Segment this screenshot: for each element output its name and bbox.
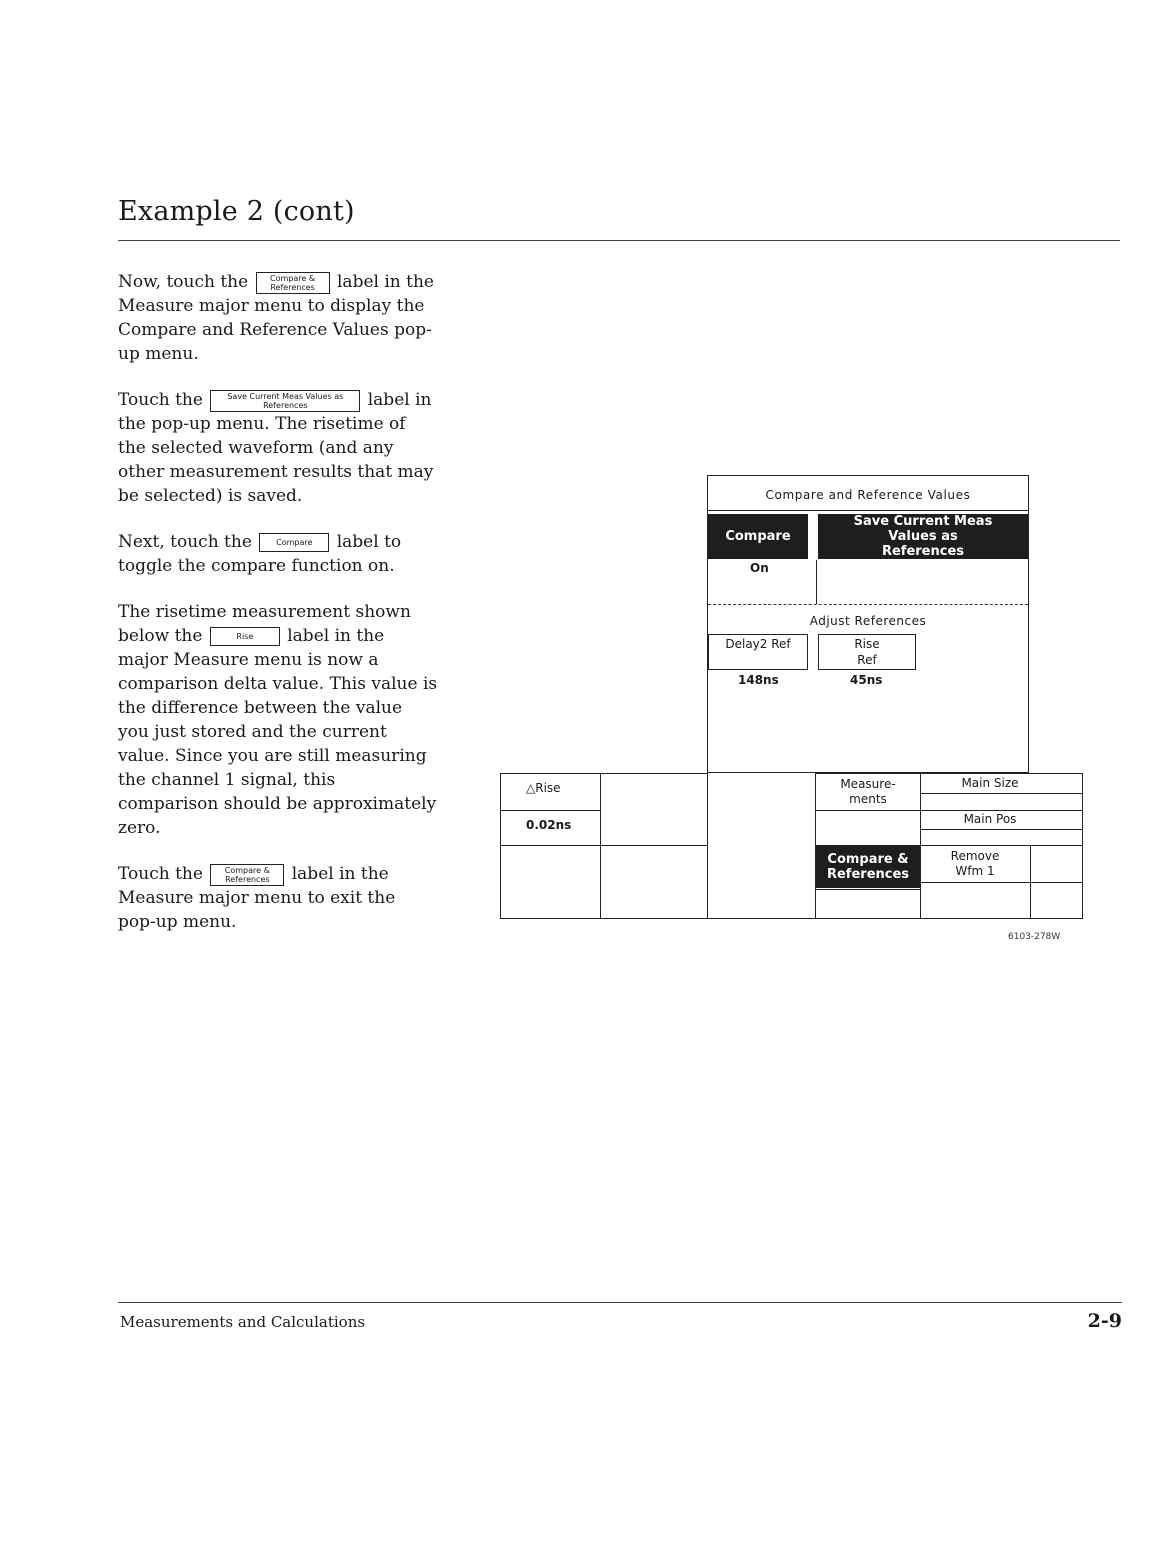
menu-right-edge bbox=[1082, 773, 1083, 919]
paragraph-5 bbox=[118, 862, 438, 934]
p1-lead: Now, touch the bbox=[118, 272, 249, 292]
compare-state: On bbox=[750, 561, 769, 575]
popup-title: Compare and Reference Values bbox=[765, 488, 971, 502]
rise-key: Rise bbox=[210, 627, 280, 646]
footer-rule bbox=[118, 1302, 1122, 1303]
compare-button[interactable]: Compare bbox=[708, 514, 808, 559]
menu-col-2 bbox=[707, 773, 708, 919]
figure-id: 6103-278W bbox=[1008, 932, 1061, 942]
menu-left-edge bbox=[500, 773, 501, 919]
paragraph-3 bbox=[118, 530, 438, 578]
menu-top-right-edge bbox=[815, 773, 1083, 774]
delta-rise-label: △Rise bbox=[526, 781, 561, 795]
rise-ref-button[interactable]: Rise Ref bbox=[818, 634, 916, 670]
p1-tail: label in the Measure major menu to display the Compare and Reference Values pop-up menu. bbox=[118, 272, 434, 364]
paragraph-4 bbox=[118, 600, 438, 840]
compare-references-key: Compare & References bbox=[256, 272, 330, 294]
compare-reference-popup bbox=[707, 475, 1029, 773]
adjust-references-label: Adjust References bbox=[809, 614, 927, 628]
menu-row-a bbox=[500, 810, 600, 811]
p3-tail: label to toggle the compare function on. bbox=[118, 532, 402, 576]
popup-title-divider bbox=[708, 510, 1028, 511]
body-text bbox=[118, 270, 438, 956]
menu-row-g bbox=[920, 882, 1083, 883]
compare-references-button[interactable]: Compare & References bbox=[816, 846, 920, 888]
delta-rise-value: 0.02ns bbox=[526, 818, 572, 832]
p5-tail: label in the Measure major menu to exit the pop-up menu. bbox=[118, 864, 396, 932]
p4-tail: label in the major Measure menu is now a comparison delta value. This value is the difference between the value you just stored and the current value. Since you are still measuring the channel 1 signal, this comparison should be approximately zero. bbox=[118, 626, 438, 838]
delay2-ref-button[interactable]: Delay2 Ref bbox=[708, 634, 808, 670]
menu-row-b bbox=[500, 845, 707, 846]
measure-major-menu bbox=[500, 773, 1083, 919]
p2-tail: label in the pop-up menu. The risetime of the selected waveform (and any other measurement results that may be selected) is saved. bbox=[118, 390, 434, 506]
menu-row-c bbox=[815, 810, 1083, 811]
measurements-button[interactable]: Measure- ments bbox=[840, 777, 896, 806]
main-pos-button[interactable]: Main Pos bbox=[963, 812, 1017, 826]
menu-row-f bbox=[920, 829, 1083, 830]
save-current-meas-button[interactable]: Save Current Meas Values as References bbox=[818, 514, 1028, 559]
remove-wfm-button[interactable]: Remove Wfm 1 bbox=[950, 849, 1000, 878]
compare-key: Compare bbox=[259, 533, 329, 552]
p2-lead: Touch the bbox=[118, 390, 203, 410]
popup-column-divider bbox=[816, 560, 817, 604]
menu-row-h bbox=[815, 889, 920, 890]
paragraph-1 bbox=[118, 270, 438, 366]
save-current-meas-key: Save Current Meas Values as References bbox=[210, 390, 360, 412]
popup-dashed-divider bbox=[708, 604, 1028, 605]
p4-lead: The risetime measurement shown below the bbox=[118, 602, 411, 646]
p5-lead: Touch the bbox=[118, 864, 203, 884]
rise-ref-value: 45ns bbox=[850, 673, 883, 687]
menu-row-e bbox=[920, 793, 1083, 794]
delay2-ref-value: 148ns bbox=[738, 673, 779, 687]
page-number: 2-9 bbox=[1087, 1310, 1122, 1332]
main-size-button[interactable]: Main Size bbox=[961, 776, 1019, 790]
menu-col-4 bbox=[920, 773, 921, 919]
page-heading: Example 2 (cont) bbox=[118, 196, 355, 227]
menu-top-left-edge bbox=[500, 773, 707, 774]
footer-section-title: Measurements and Calculations bbox=[120, 1313, 366, 1331]
paragraph-2 bbox=[118, 388, 438, 508]
p3-lead: Next, touch the bbox=[118, 532, 252, 552]
menu-bottom-edge bbox=[500, 918, 1083, 919]
compare-references-key-2: Compare & References bbox=[210, 864, 284, 886]
menu-col-1 bbox=[600, 773, 601, 919]
heading-rule bbox=[118, 240, 1120, 241]
